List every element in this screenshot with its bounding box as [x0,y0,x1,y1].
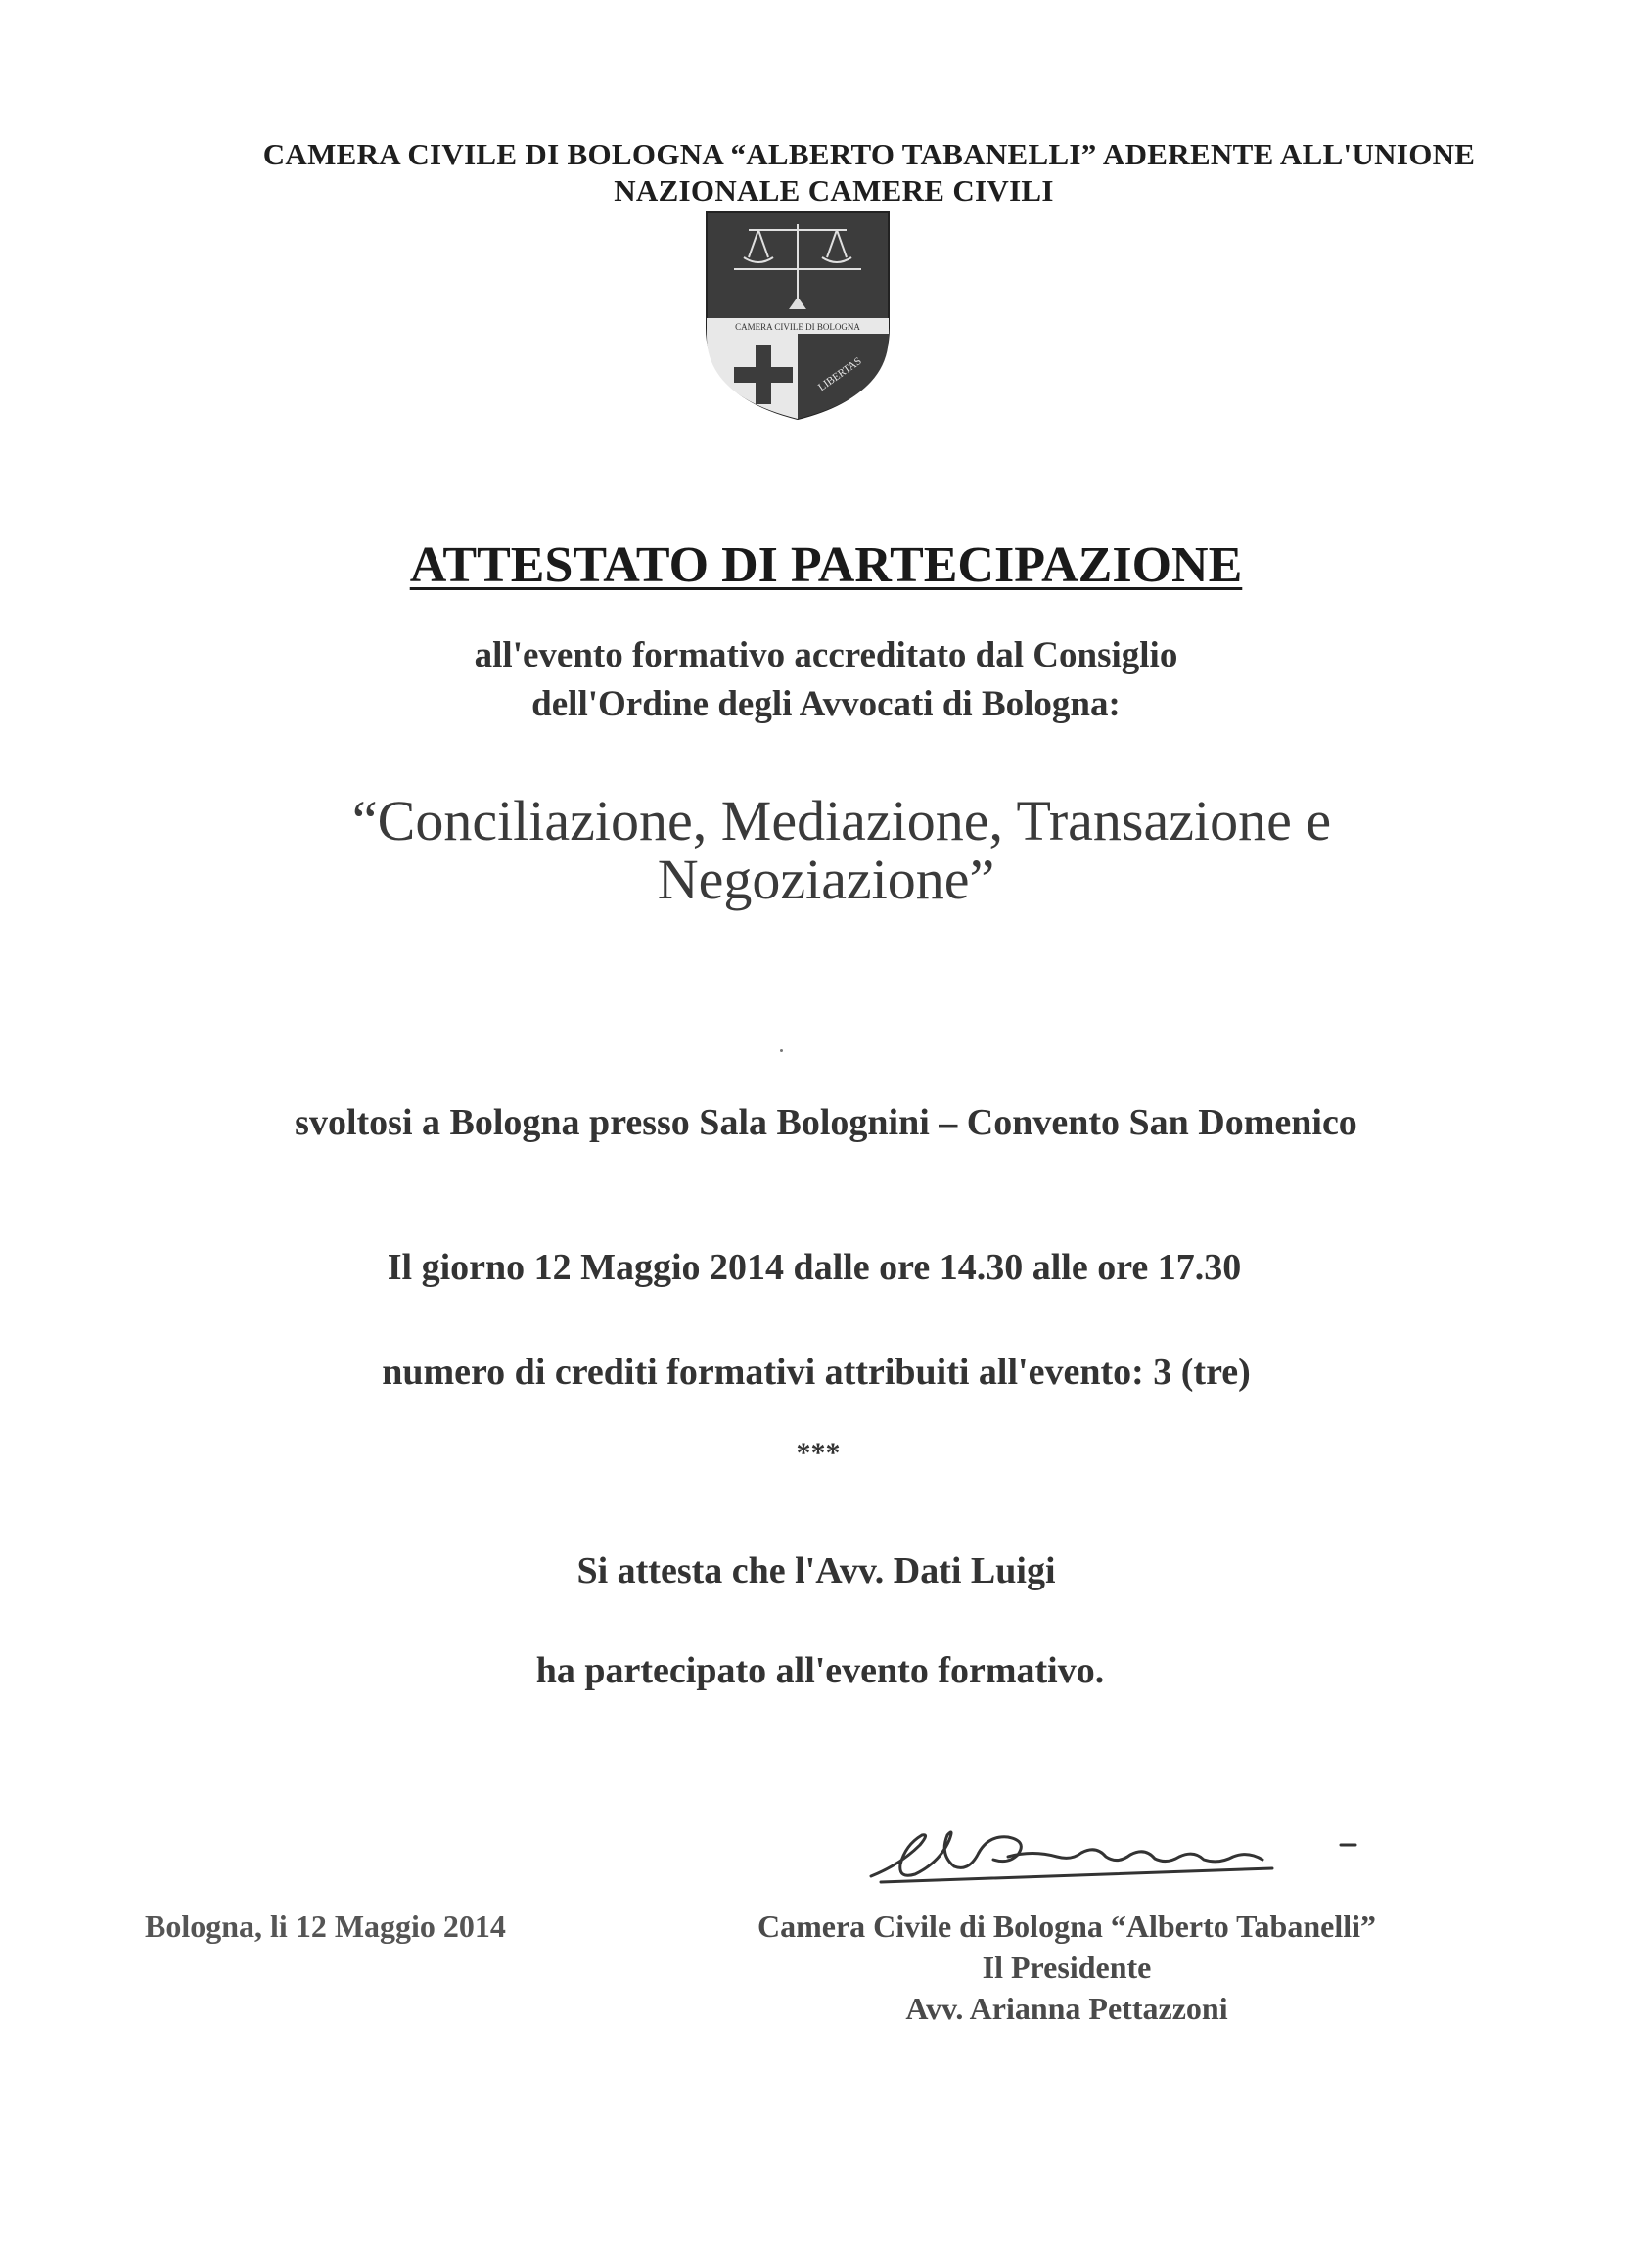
signatory-name: Avv. Arianna Pettazzoni [905,1991,1228,2026]
event-title-line-1: “Conciliazione, Mediazione, Transazione e [351,789,1332,852]
separator: *** [796,1437,841,1469]
place-date: Bologna, li 12 Maggio 2014 [145,1909,506,1944]
scan-speck [780,1049,783,1052]
crest-icon [705,210,891,421]
certificate-title: ATTESTATO DI PARTECIPAZIONE [409,537,1243,593]
header-line-1: CAMERA CIVILE DI BOLOGNA “ALBERTO TABANELLI” ADERENTE ALL'UNIONE [262,137,1476,171]
subtitle-line-2: dell'Ordine degli Avvocati di Bologna: [531,684,1121,724]
attestation-line-2: ha partecipato all'evento formativo. [535,1650,1105,1691]
subtitle-line-1: all'evento formativo accreditato dal Consiglio [474,635,1178,675]
header-line-2: NAZIONALE CAMERE CIVILI [614,173,1054,207]
crest-motto: LIBERTAS [815,354,864,394]
venue-line: svoltosi a Bologna presso Sala Bolognini – Convento San Domenico [295,1102,1357,1143]
crest-band-text: CAMERA CIVILE DI BOLOGNA [735,322,860,332]
signatory-role: Il Presidente [982,1950,1152,1985]
date-line: Il giorno 12 Maggio 2014 dalle ore 14.30 alle ore 17.30 [387,1247,1242,1288]
signatory-organization: Camera Civile di Bologna “Alberto Tabanelli” [757,1909,1377,1944]
signature-icon [861,1806,1370,1894]
attestation-line-1: Si attesta che l'Avv. Dati Luigi [576,1550,1056,1591]
credits-line: numero di crediti formativi attribuiti all'evento: 3 (tre) [382,1352,1251,1393]
event-title-line-2: Negoziazione” [657,848,995,911]
